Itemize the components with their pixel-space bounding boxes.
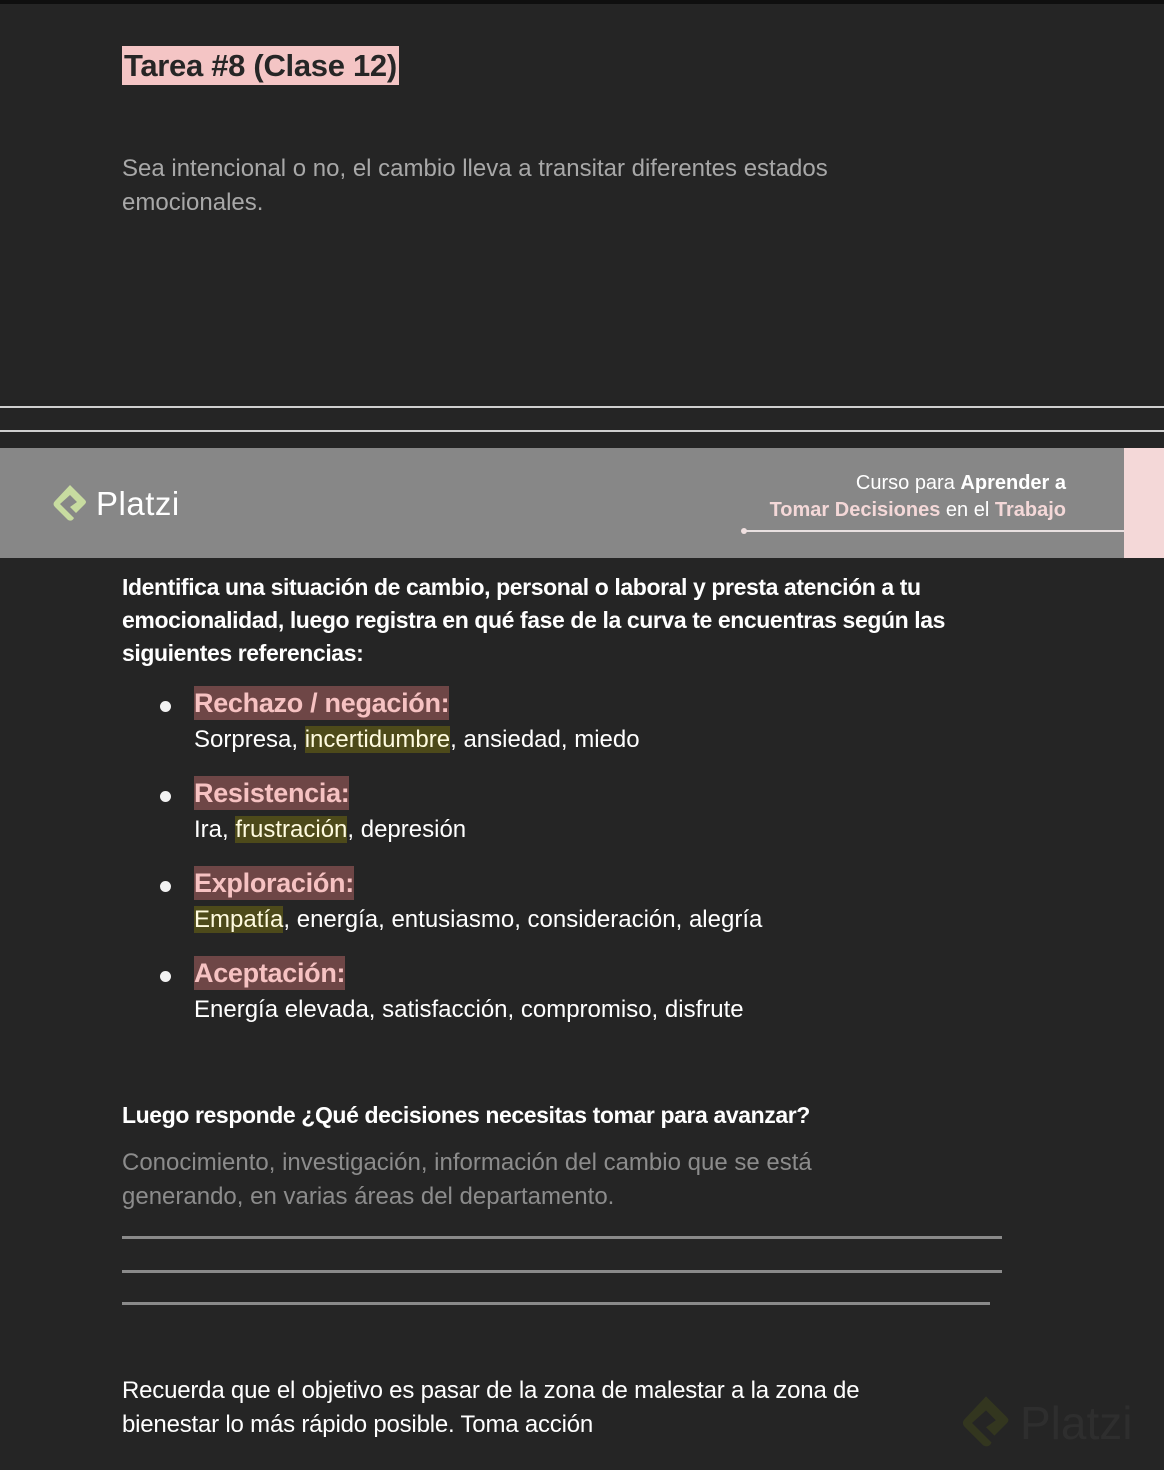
phase-item-rechazo: [160, 686, 762, 758]
phase-description: [194, 992, 762, 1028]
page-title: Tarea #8 (Clase 12): [124, 48, 397, 83]
phase-desc-text: , depresión: [347, 816, 467, 843]
course-highlight-1: Tomar Decisiones: [769, 499, 941, 521]
phase-desc-text: Sorpresa,: [194, 726, 305, 753]
bullet-icon: [160, 881, 171, 892]
pink-accent-strip: [1124, 448, 1164, 558]
platzi-watermark-icon: [958, 1392, 1014, 1454]
course-underline: [744, 530, 1124, 532]
platzi-logo-icon: [50, 482, 90, 526]
highlighted-word: frustración: [235, 816, 348, 843]
phase-name: Aceptación:: [194, 958, 346, 988]
phase-item-resistencia: [160, 776, 762, 848]
platzi-watermark: [958, 1392, 1132, 1454]
course-banner: [0, 448, 1164, 558]
phase-name: Resistencia:: [194, 778, 350, 808]
course-highlight-2: Trabajo: [994, 499, 1066, 521]
answer-text[interactable]: Conocimiento, investigación, información del cambio que se está generando, en varias áreas del departamento.: [122, 1149, 812, 1210]
phase-description: [194, 812, 762, 848]
phase-description: [194, 722, 762, 758]
watermark-text: Platzi: [1020, 1397, 1133, 1449]
divider-bottom: [0, 430, 1164, 432]
highlighted-word: incertidumbre: [304, 726, 451, 753]
answer-line-1: [122, 1236, 1002, 1239]
phase-desc-text: , energía, entusiasmo, consideración, alegría: [283, 906, 763, 933]
course-underline-dot: [741, 528, 747, 534]
instructions-text: Identifica una situación de cambio, personal o laboral y presta atención a tu emocionalidad, luego registra en qué fase de la curva te encuentras según las siguientes referencias:: [122, 574, 946, 666]
phase-desc-text: Energía elevada, satisfacción, compromiso, disfrute: [194, 996, 744, 1023]
bullet-icon: [160, 701, 171, 712]
bullet-icon: [160, 791, 171, 802]
phase-description: [194, 902, 762, 938]
course-prefix: Curso para: [855, 472, 961, 494]
phase-item-exploracion: [160, 866, 762, 938]
course-title: [770, 470, 1066, 524]
top-bar: [0, 0, 1164, 4]
phase-name: Exploración:: [194, 868, 354, 898]
phase-name: Rechazo / negación:: [194, 688, 450, 718]
course-mid: en el: [940, 499, 995, 521]
platzi-logo-text: Platzi: [96, 485, 180, 522]
answer-line-2: [122, 1270, 1002, 1273]
closing-text: Recuerda que el objetivo es pasar de la zona de malestar a la zona de bienestar lo más rápido posible. Toma acción: [122, 1377, 860, 1438]
question-heading: Luego responde ¿Qué decisiones necesitas tomar para avanzar?: [122, 1102, 810, 1128]
phase-desc-text: Ira,: [194, 816, 236, 843]
platzi-logo: [50, 482, 180, 526]
course-bold: Aprender a: [960, 472, 1066, 494]
bullet-icon: [160, 971, 171, 982]
phase-list: [160, 686, 762, 1046]
answer-line-3: [122, 1302, 990, 1305]
phase-item-aceptacion: [160, 956, 762, 1028]
intro-text: Sea intencional o no, el cambio lleva a transitar diferentes estados emocionales.: [122, 155, 828, 216]
highlighted-word: Empatía: [194, 906, 284, 933]
divider-top: [0, 406, 1164, 408]
phase-desc-text: , ansiedad, miedo: [450, 726, 640, 753]
